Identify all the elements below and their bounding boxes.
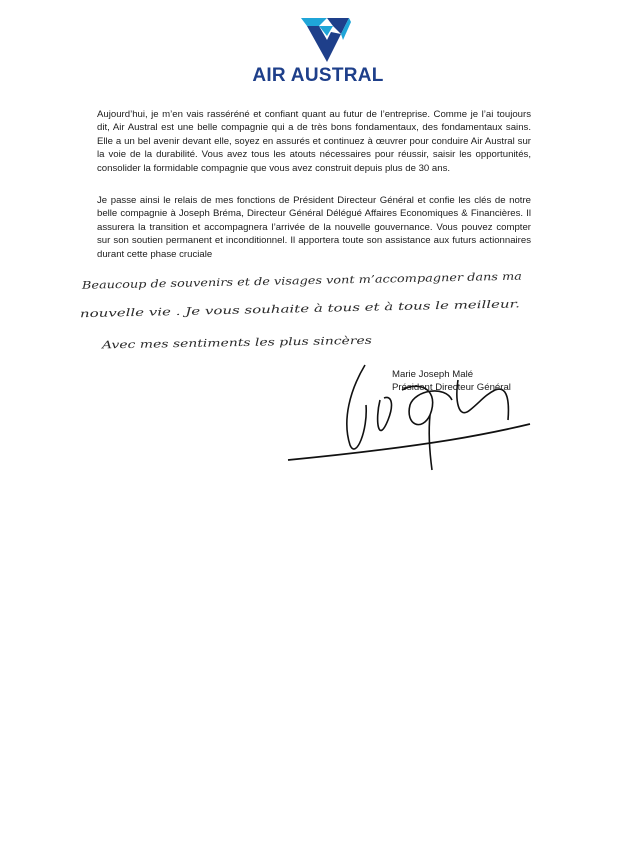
- paragraph-1: Aujourd’hui, je m’en vais rasséréné et confiant quant au futur de l’entreprise. Comme je l’ai toujours dit, Air Austral est une belle compagnie qui a de très bons fondamentaux, des fondamentaux sains. Elle a un bel avenir devant elle, soyez en assurés et continuez à œuvrer pour conduire Air Austral sur la voie de la durabilité. Vous avez tous les atouts nécessaires pour réussir, saisir les opportunités, consolider la formidable compagnie que vous avez construit depuis plus de 30 ans.: [97, 109, 531, 174]
- signer-block: [392, 369, 511, 394]
- handwritten-note: [70, 262, 550, 362]
- paragraph-2: Je passe ainsi le relais de mes fonctions de Président Directeur Général et confie les clés de notre belle compagnie à Joseph Bréma, Directeur Général Délégué Affaires Economiques & Financières. Il assurera la transition et accompagnera l’arrivée de la nouvelle gouvernance. Vous pouvez compter sur son soutien permanent et inconditionnel. Il apportera toute son assistance aux futurs actionnaires durant cette phase cruciale: [97, 195, 531, 260]
- logo-wordmark: AIR AUSTRAL: [252, 65, 384, 86]
- air-austral-logo: [0, 12, 636, 92]
- air-austral-emblem-icon: [297, 12, 355, 64]
- handwritten-line-3: Avec mes sentiments les plus sincères: [101, 335, 306, 352]
- handwritten-line-2: nouvelle vie . Je vous souhaite à tous et à tous le meilleur.: [79, 301, 389, 321]
- signer-title: Président Directeur Général: [392, 381, 511, 393]
- handwritten-line-1: Beaucoup de souvenirs et de visages vont m’accompagner dans ma: [81, 272, 442, 292]
- signer-name: Marie Joseph Malé: [392, 369, 474, 380]
